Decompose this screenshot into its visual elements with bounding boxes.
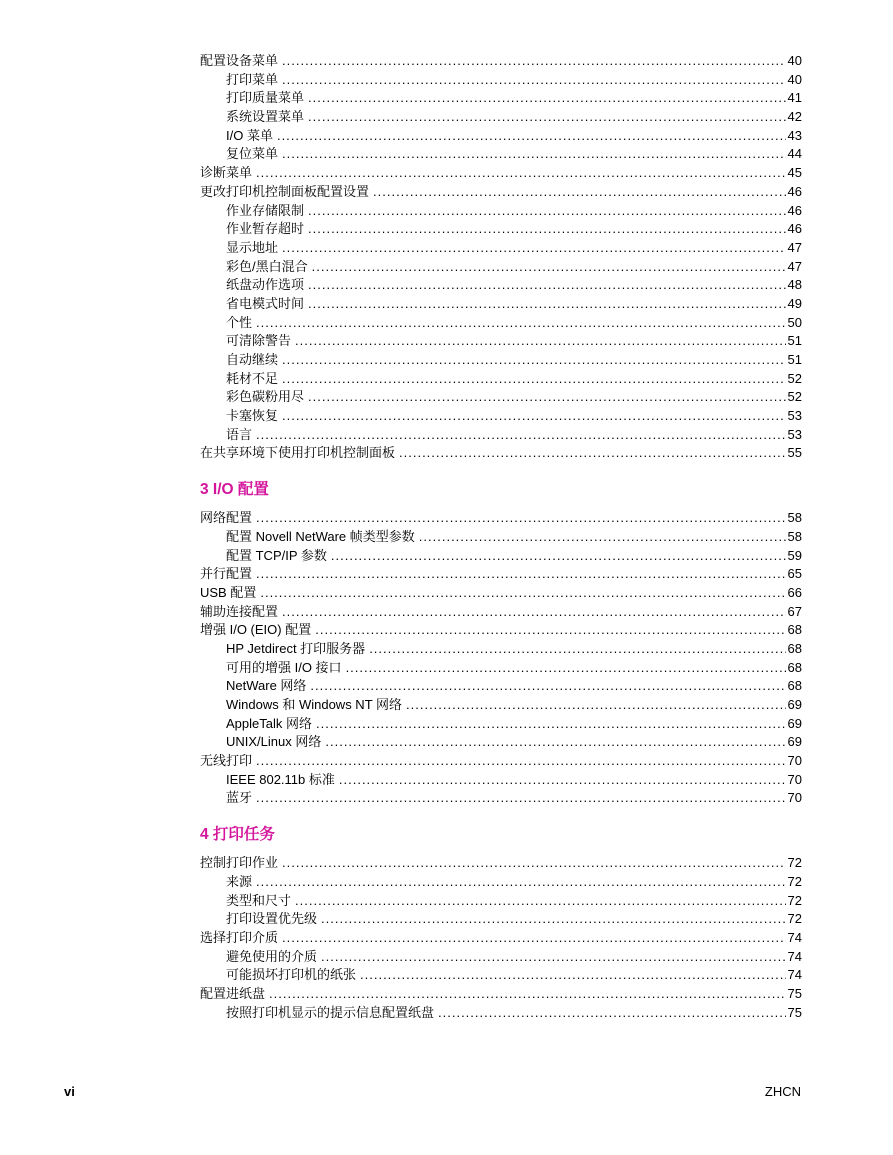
toc-subentry[interactable] [200, 733, 802, 752]
dot-leader [308, 108, 786, 127]
dot-leader [308, 295, 786, 314]
dot-leader [308, 202, 786, 221]
dot-leader [295, 892, 786, 911]
dot-leader [256, 565, 786, 584]
toc-entry-page: 40 [787, 53, 802, 68]
dot-leader [282, 71, 786, 90]
toc-entry-page: 43 [787, 127, 802, 143]
toc-subentry[interactable] [200, 696, 802, 715]
toc-entry-page: 46 [787, 183, 802, 199]
toc-subentry[interactable] [200, 640, 802, 659]
toc-entry[interactable] [200, 929, 802, 948]
toc-entry-title: 控制打印作业 [200, 855, 279, 871]
toc-subentry[interactable] [200, 127, 802, 146]
dot-leader [438, 1004, 786, 1023]
dot-leader [331, 547, 786, 566]
toc-subentry[interactable] [200, 89, 802, 108]
toc-entry-page: 45 [787, 165, 802, 181]
dot-leader [373, 183, 786, 202]
toc-entry-title: 个性 [226, 314, 253, 330]
dot-leader [256, 752, 786, 771]
toc-entry-title: Windows 和 Windows NT 网络 [226, 697, 403, 712]
dot-leader [315, 621, 785, 640]
toc-subentry[interactable] [200, 145, 802, 164]
dot-leader [325, 733, 785, 752]
toc-entry-page: 69 [787, 697, 802, 712]
toc-entry-title: 作业暂存超时 [226, 221, 305, 237]
dot-leader [256, 426, 786, 445]
dot-leader [308, 220, 786, 239]
toc-subentry[interactable] [200, 528, 802, 547]
toc-entry[interactable] [200, 854, 802, 873]
dot-leader [256, 509, 786, 528]
toc-entry-page: 68 [787, 678, 802, 694]
dot-leader [321, 948, 786, 967]
toc-entry-title: 作业存储限制 [226, 202, 305, 218]
toc-entry-page: 68 [787, 622, 802, 638]
chapter-heading: 3 I/O 配置 [200, 481, 269, 499]
toc-entry-title: 省电模式时间 [226, 295, 305, 311]
dot-leader [369, 640, 785, 659]
table-of-contents [200, 52, 802, 1022]
toc-entry-title: 辅助连接配置 [200, 603, 279, 619]
footer-label: ZHCN [764, 1084, 801, 1099]
toc-entry-page: 47 [787, 239, 802, 255]
dot-leader [256, 873, 786, 892]
toc-entry-title: 网络配置 [200, 510, 253, 526]
toc-entry-page: 65 [787, 566, 802, 582]
toc-entry-title: 更改打印机控制面板配置设置 [200, 183, 370, 199]
dot-leader [339, 771, 786, 790]
dot-leader [282, 603, 786, 622]
dot-leader [256, 164, 786, 183]
toc-entry-title: 诊断菜单 [200, 165, 253, 181]
toc-entry-title: 选择打印介质 [200, 929, 279, 945]
toc-subentry[interactable] [200, 276, 802, 295]
toc-entry-title: 按照打印机显示的提示信息配置纸盘 [226, 1004, 435, 1020]
dot-leader [256, 314, 786, 333]
toc-entry-title: I/O 菜单 [226, 127, 273, 143]
toc-entry[interactable] [200, 52, 802, 71]
dot-leader [282, 351, 786, 370]
dot-leader [399, 444, 786, 463]
toc-entry-page: 41 [787, 90, 802, 106]
dot-leader [282, 370, 786, 389]
toc-entry-page: 72 [787, 873, 802, 889]
dot-leader [282, 52, 786, 71]
toc-entry-title: 并行配置 [200, 566, 253, 582]
toc-subentry[interactable] [200, 332, 802, 351]
toc-entry-title: 彩色碳粉用尽 [226, 389, 305, 405]
toc-subentry[interactable] [200, 547, 802, 566]
toc-subentry[interactable] [200, 71, 802, 90]
dot-leader [406, 696, 786, 715]
toc-entry-page: 55 [787, 445, 802, 461]
toc-entry-page: 72 [787, 911, 802, 927]
toc-entry-page: 47 [787, 258, 802, 274]
toc-entry-page: 67 [787, 603, 802, 619]
toc-subentry[interactable] [200, 426, 802, 445]
toc-entry[interactable] [200, 985, 802, 1004]
dot-leader [321, 910, 786, 929]
toc-entry[interactable] [200, 621, 802, 640]
toc-entry-title: HP Jetdirect 打印服务器 [226, 640, 366, 656]
dot-leader [282, 929, 786, 948]
toc-entry-page: 53 [787, 426, 802, 442]
toc-entry-page: 74 [787, 967, 802, 983]
toc-entry-title: 彩色/黑白混合 [226, 258, 308, 274]
toc-subentry[interactable] [200, 873, 802, 892]
toc-entry-page: 70 [787, 790, 802, 806]
toc-entry-title: 打印菜单 [226, 71, 279, 87]
toc-entry-title: NetWare 网络 [226, 678, 307, 694]
dot-leader [256, 789, 786, 808]
toc-subentry[interactable] [200, 258, 802, 277]
toc-entry-page: 53 [787, 408, 802, 424]
toc-entry[interactable] [200, 603, 802, 622]
toc-subentry[interactable] [200, 108, 802, 127]
dot-leader [295, 332, 786, 351]
toc-entry-page: 58 [787, 510, 802, 526]
toc-entry-title: 来源 [226, 873, 253, 889]
toc-subentry[interactable] [200, 407, 802, 426]
toc-subentry[interactable] [200, 202, 802, 221]
dot-leader [308, 388, 786, 407]
toc-entry-title: 增强 I/O (EIO) 配置 [200, 622, 312, 638]
toc-entry-page: 51 [787, 352, 802, 367]
toc-subentry[interactable] [200, 715, 802, 734]
toc-entry-title: 配置进纸盘 [200, 985, 266, 1001]
toc-subentry[interactable] [200, 295, 802, 314]
dot-leader [308, 89, 786, 108]
toc-entry-page: 72 [787, 892, 802, 908]
toc-entry-page: 59 [787, 547, 802, 563]
dot-leader [277, 127, 786, 146]
toc-subentry[interactable] [200, 314, 802, 333]
toc-entry-title: 语言 [226, 426, 253, 442]
toc-subentry[interactable] [200, 892, 802, 911]
dot-leader [308, 276, 786, 295]
footer-page-number: vi [64, 1084, 75, 1099]
toc-subentry[interactable] [200, 1004, 802, 1023]
toc-subentry[interactable] [200, 370, 802, 389]
toc-entry-title: IEEE 802.11b 标准 [226, 771, 335, 787]
toc-entry[interactable] [200, 565, 802, 584]
toc-entry[interactable] [200, 509, 802, 528]
dot-leader [310, 677, 785, 696]
toc-entry-title: 配置 Novell NetWare 帧类型参数 [226, 528, 415, 544]
toc-entry-title: 自动继续 [226, 352, 279, 367]
dot-leader [282, 407, 786, 426]
toc-entry-title: 可清除警告 [226, 333, 292, 349]
dot-leader [282, 145, 786, 164]
toc-subentry[interactable] [200, 771, 802, 790]
toc-subentry[interactable] [200, 789, 802, 808]
toc-entry-title: 卡塞恢复 [226, 408, 279, 424]
toc-subentry[interactable] [200, 677, 802, 696]
toc-entry-title: AppleTalk 网络 [226, 715, 312, 731]
toc-entry-title: 打印设置优先级 [226, 911, 318, 927]
dot-leader [312, 258, 786, 277]
toc-entry-page: 68 [787, 659, 802, 675]
toc-entry-page: 44 [787, 146, 802, 162]
toc-entry-title: 复位菜单 [226, 146, 279, 162]
toc-entry-page: 48 [787, 277, 802, 293]
toc-entry-title: 耗材不足 [226, 370, 279, 386]
dot-leader [282, 239, 786, 258]
toc-entry-title: 无线打印 [200, 753, 253, 769]
toc-entry-page: 70 [787, 771, 802, 787]
toc-entry-title: 配置 TCP/IP 参数 [226, 547, 327, 563]
toc-entry-page: 68 [787, 640, 802, 656]
toc-entry-title: 打印质量菜单 [226, 90, 305, 106]
toc-entry-page: 72 [787, 855, 802, 871]
toc-entry-page: 51 [787, 333, 802, 349]
toc-subentry[interactable] [200, 966, 802, 985]
toc-entry-title: 在共享环境下使用打印机控制面板 [200, 445, 396, 461]
toc-entry-title: 纸盘动作选项 [226, 277, 305, 293]
toc-subentry[interactable] [200, 220, 802, 239]
dot-leader [260, 584, 785, 603]
toc-entry-title: 配置设备菜单 [200, 53, 279, 68]
toc-entry-page: 46 [787, 202, 802, 218]
toc-entry[interactable] [200, 183, 802, 202]
toc-entry[interactable] [200, 164, 802, 183]
toc-entry-title: 类型和尺寸 [226, 892, 292, 908]
toc-entry-page: 69 [787, 715, 802, 731]
toc-subentry[interactable] [200, 659, 802, 678]
toc-entry-page: 75 [787, 1004, 802, 1020]
toc-entry-page: 69 [787, 734, 802, 750]
toc-entry-page: 50 [787, 314, 802, 330]
toc-entry-page: 42 [787, 109, 802, 125]
toc-subentry[interactable] [200, 351, 802, 370]
toc-subentry[interactable] [200, 239, 802, 258]
toc-entry-page: 40 [787, 71, 802, 87]
toc-entry-page: 66 [787, 584, 802, 600]
toc-entry-page: 52 [787, 370, 802, 386]
toc-subentry[interactable] [200, 388, 802, 407]
toc-entry[interactable] [200, 584, 802, 603]
toc-entry-page: 75 [787, 985, 802, 1001]
toc-entry-page: 74 [787, 929, 802, 945]
toc-entry-title: USB 配置 [200, 584, 257, 600]
toc-entry-title: UNIX/Linux 网络 [226, 734, 322, 750]
dot-leader [360, 966, 786, 985]
dot-leader [316, 715, 786, 734]
toc-entry-title: 可用的增强 I/O 接口 [226, 659, 342, 675]
toc-entry-page: 46 [787, 221, 802, 237]
chapter-heading: 4 打印任务 [200, 826, 275, 844]
dot-leader [269, 985, 786, 1004]
dot-leader [282, 854, 786, 873]
toc-entry-title: 避免使用的介质 [226, 948, 318, 964]
dot-leader [419, 528, 786, 547]
toc-entry-title: 显示地址 [226, 239, 279, 255]
toc-entry[interactable] [200, 444, 802, 463]
toc-entry-page: 49 [787, 295, 802, 311]
toc-entry-title: 系统设置菜单 [226, 109, 305, 125]
dot-leader [346, 659, 786, 678]
toc-entry-title: 可能损坏打印机的纸张 [226, 967, 357, 983]
toc-subentry[interactable] [200, 948, 802, 967]
toc-entry-title: 蓝牙 [226, 790, 253, 806]
toc-entry-page: 74 [787, 948, 802, 964]
toc-entry-page: 70 [787, 753, 802, 769]
toc-entry[interactable] [200, 752, 802, 771]
toc-entry-page: 52 [787, 389, 802, 405]
toc-subentry[interactable] [200, 910, 802, 929]
toc-entry-page: 58 [787, 528, 802, 544]
